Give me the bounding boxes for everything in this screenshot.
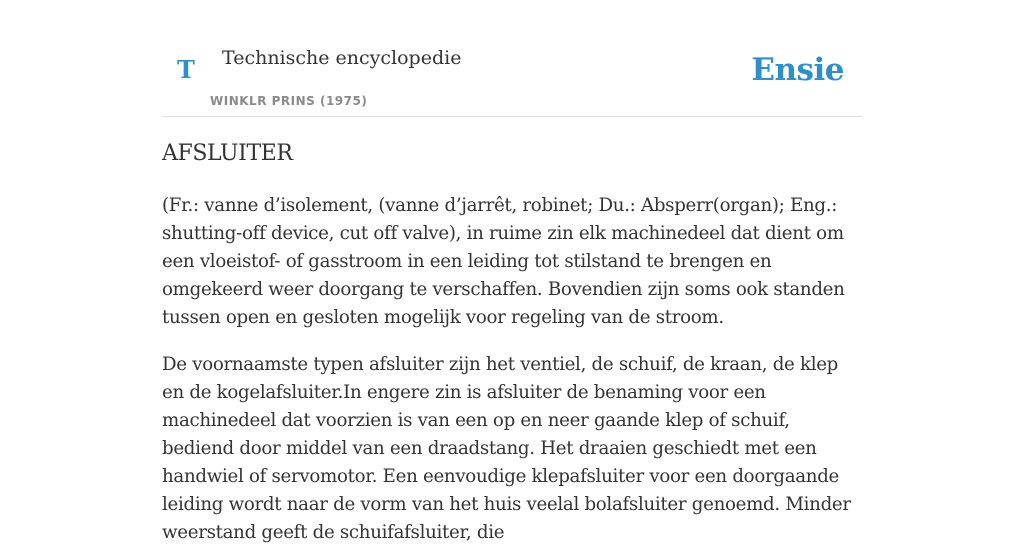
book-title[interactable]: Technische encyclopedie [222, 47, 462, 69]
site-logo[interactable]: Ensie [751, 52, 844, 88]
article-paragraph-2: De voornaamste typen afsluiter zijn het ventiel, de schuif, de kraan, de klep en de kogelafsluiter.In engere zin is afsluiter de benaming voor een machinedeel dat voorzien is van een op en neer gaande klep of schuif, bediend door middel van een draadstang. Het draaien geschiedt met een handwiel of servomotor. Een eenvoudige klepafsluiter voor een doorgaande leiding wordt naar de vorm van het huis veelal bolafsluiter genoemd. Minder weerstand geeft de schuifafsluiter, die [162, 354, 851, 543]
book-source: WINKLR PRINS (1975) [210, 94, 368, 108]
article-content [162, 138, 862, 547]
entry-title: AFSLUITER [162, 141, 293, 166]
article-paragraph-1: (Fr.: vanne d’isolement, (vanne d’jarrêt, robinet; Du.: Absperr(organ); Eng.: shutting-off device, cut off valve), in ruime zin elk machinedeel dat dient om een vloeistof- of gasstroom in een leiding tot stilstand te brengen en omgekeerd weer doorgang te verschaffen. Bovendien zijn soms ook standen tussen open en gesloten mogelijk voor regeling van de stroom. [162, 195, 845, 328]
page-header [162, 0, 862, 117]
encyclopedia-logo-icon[interactable]: T [177, 55, 195, 84]
